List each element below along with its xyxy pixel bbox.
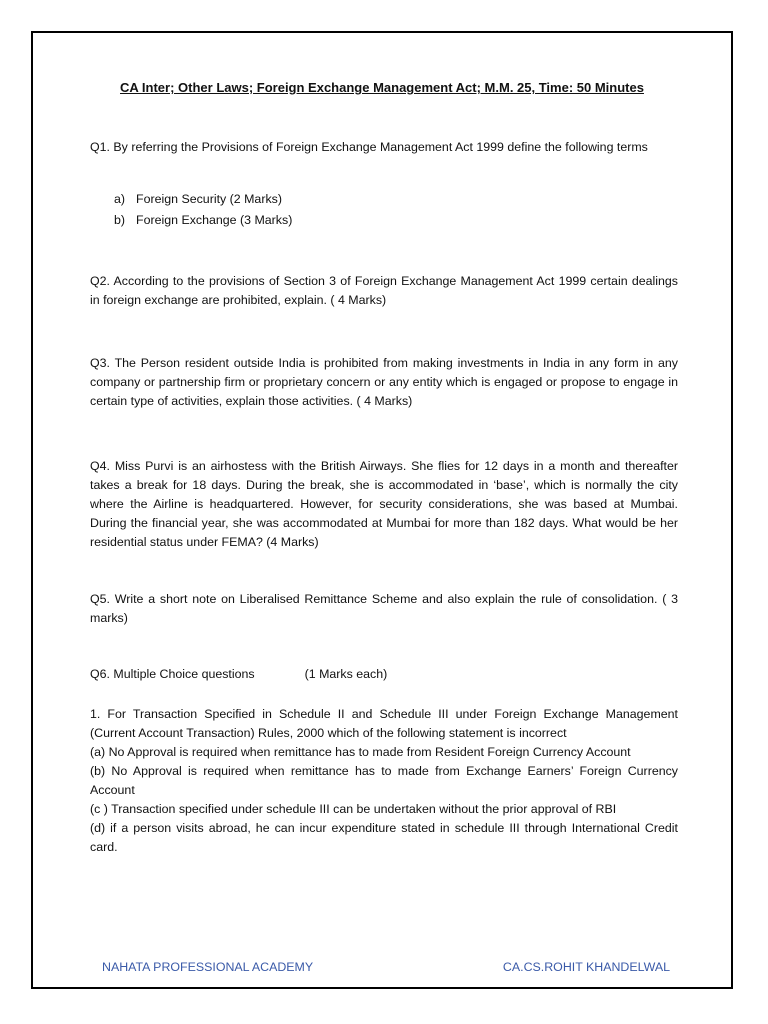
question-6-title: Q6. Multiple Choice questions: [90, 667, 255, 681]
question-1: [90, 138, 678, 157]
mcq-option-a: (a) No Approval is required when remittance has to made from Resident Foreign Currency Account: [90, 745, 631, 759]
term-item: [114, 211, 678, 232]
mcq-option-d: (d) if a person visits abroad, he can incur expenditure stated in schedule III through International Credit card.: [90, 821, 678, 854]
mcq-1: [90, 705, 678, 857]
footer-academy: NAHATA PROFESSIONAL ACADEMY: [102, 960, 314, 974]
term-text: Foreign Security (2 Marks): [136, 192, 282, 206]
question-1-text: Q1. By referring the Provisions of Foreign Exchange Management Act 1999 define the following terms: [90, 140, 648, 154]
question-6-heading: [90, 665, 678, 684]
term-item: [114, 190, 678, 211]
mcq-option-c: (c ) Transaction specified under schedule III can be undertaken without the prior approval of RBI: [90, 802, 617, 816]
term-letter: b): [114, 213, 126, 227]
mcq-option-b: (b) No Approval is required when remittance has to made from Exchange Earners’ Foreign Currency Account: [90, 764, 678, 797]
question-6-marks: (1 Marks each): [304, 667, 388, 681]
term-letter: a): [114, 192, 126, 206]
question-2: Q2. According to the provisions of Section 3 of Foreign Exchange Management Act 1999 certain dealings in foreign exchange are prohibited, explain. ( 4 Marks): [90, 274, 678, 307]
mcq-stem: 1. For Transaction Specified in Schedule II and Schedule III under Foreign Exchange Management (Current Account Transaction) Rules, 2000 which of the following statement is incorrect: [90, 707, 678, 740]
question-4: Q4. Miss Purvi is an airhostess with the British Airways. She flies for 12 days in a month and thereafter takes a break for 18 days. During the break, she is accommodated in ‘base’, which is normally the city where the Airline is headquartered. However, for security considerations, she was based at Mumbai. During the financial year, she was accommodated at Mumbai for more than 182 days. What would be her residential status under FEMA? (4 Marks): [90, 459, 678, 549]
question-5: Q5. Write a short note on Liberalised Remittance Scheme and also explain the rule of consolidation. ( 3 marks): [90, 592, 678, 625]
footer-author: CA.CS.ROHIT KHANDELWAL: [502, 960, 670, 974]
page-title: CA Inter; Other Laws; Foreign Exchange Management Act; M.M. 25, Time: 50 Minutes: [120, 80, 644, 95]
term-text: Foreign Exchange (3 Marks): [136, 213, 293, 227]
question-1-terms: [90, 190, 678, 232]
question-3: Q3. The Person resident outside India is prohibited from making investments in India in any form in any company or partnership firm or proprietary concern or any entity which is engaged or propose to engage in certain type of activities, explain those activities. ( 4 Marks): [90, 356, 678, 408]
